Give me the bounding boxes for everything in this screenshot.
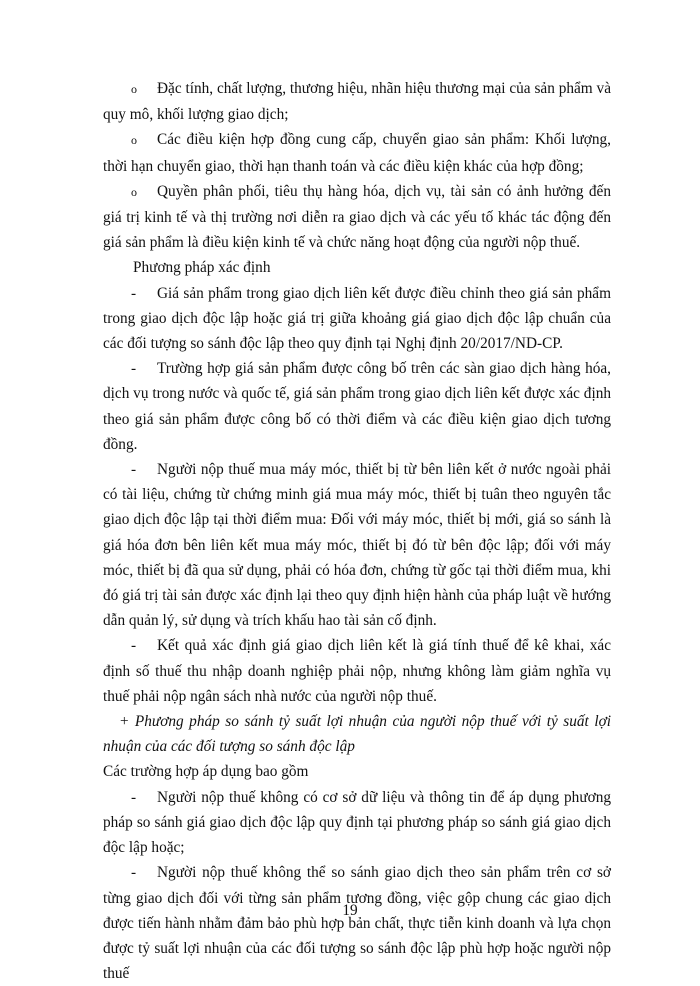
page-number: 19 <box>342 902 358 919</box>
dash-bullet: - <box>131 461 137 479</box>
circle-item-contract-terms <box>103 127 611 178</box>
dash-bullet: - <box>131 788 137 806</box>
plus-heading-profit-method <box>103 709 611 759</box>
dash-bullet: - <box>131 284 137 302</box>
dash-bullet: - <box>131 864 137 882</box>
dash-bullet: - <box>131 637 137 655</box>
dash-item-machinery-purchase <box>103 457 611 633</box>
item-text: Giá sản phẩm trong giao dịch liên kết được điều chỉnh theo giá sản phẩm trong giao dịch độc lập hoặc giá trị giữa khoảng giá giao dịch độc lập chuẩn của các đối tượng so sánh độc lập theo quy định tại Nghị định 20/2017/ND-CP. <box>103 284 611 353</box>
circle-bullet: o <box>131 82 137 96</box>
circle-item-characteristics <box>103 76 611 127</box>
item-text: Người nộp thuế không có cơ sở dữ liệu và thông tin để áp dụng phương pháp so sánh giá giao dịch độc lập quy định tại phương pháp so sánh giá giao dịch độc lập hoặc; <box>103 788 611 857</box>
item-text: Trường hợp giá sản phẩm được công bố trên các sàn giao dịch hàng hóa, dịch vụ trong nước và quốc tế, giá sản phẩm trong giao dịch liên kết được xác định theo giá sản phẩm được công bố có thời điểm và các điều kiện giao dịch tương đồng. <box>103 360 611 453</box>
item-text: Kết quả xác định giá giao dịch liên kết là giá tính thuế để kê khai, xác định số thuế thu nhập doanh nghiệp phải nộp, nhưng không làm giảm nghĩa vụ thuế phải nộp ngân sách nhà nước của người nộp thuế. <box>103 637 611 705</box>
item-text: Quyền phân phối, tiêu thụ hàng hóa, dịch vụ, tài sản có ảnh hưởng đến giá trị kinh tế và thị trường nơi diễn ra giao dịch và các yếu tố khác tác động đến giá sản phẩm là điều kiện kinh tế và chức năng hoạt động của người nộp thuế. <box>103 182 611 252</box>
item-text: Đặc tính, chất lượng, thương hiệu, nhãn hiệu thương mại của sản phẩm và quy mô, khối lượng giao dịch; <box>103 80 611 124</box>
dash-item-result <box>103 633 611 709</box>
item-text: Người nộp thuế không thể so sánh giao dịch theo sản phẩm trên cơ sở từng giao dịch đối với từng sản phẩm tương đồng, việc gộp chung các giao dịch được tiến hành nhằm đảm bảo phù hợp bản chất, thực tiễn kinh doanh và lựa chọn được tỷ suất lợi nhuận của các đối tượng so sánh độc lập phù hợp hoặc người nộp thuế <box>103 864 611 983</box>
circle-bullet: o <box>131 133 137 148</box>
item-text: Người nộp thuế mua máy móc, thiết bị từ bên liên kết ở nước ngoài phải có tài liệu, chứng từ chứng minh giá mua máy móc, thiết bị tuân theo nguyên tắc giao dịch độc lập tại thời điểm mua: Đối với máy móc, thiết bị mới, giá so sánh là giá hóa đơn bên liên kết mua máy móc, thiết bị đó từ bên độc lập; đối với máy móc, thiết bị đã qua sử dụng, phải có hóa đơn, chứng từ gốc tại thời điểm mua, khi đó giá trị tài sản được xác định lại theo quy định hiện hành của pháp luật về hướng dẫn quản lý, sử dụng và trích khấu hao tài sản cố định. <box>103 461 611 630</box>
dash-item-no-database <box>103 785 611 861</box>
heading-applicable-cases: Các trường hợp áp dụng bao gồm <box>103 763 309 781</box>
plus-bullet: + <box>119 713 130 731</box>
circle-item-distribution-rights <box>103 179 611 256</box>
heading-method: Phương pháp xác định <box>133 259 271 277</box>
item-text: Phương pháp so sánh tỷ suất lợi nhuận của người nộp thuế với tỷ suất lợi nhuận của các đối tượng so sánh độc lập <box>103 713 611 756</box>
dash-item-cannot-compare <box>103 860 611 986</box>
page-body <box>103 76 611 986</box>
circle-bullet: o <box>131 184 137 199</box>
dash-item-price-adjustment <box>103 281 611 357</box>
dash-bullet: - <box>131 360 137 378</box>
item-text: Các điều kiện hợp đồng cung cấp, chuyển giao sản phẩm: Khối lượng, thời hạn chuyển giao, thời hạn thanh toán và các điều kiện khác của hợp đồng; <box>103 131 611 175</box>
dash-item-exchange-price <box>103 356 611 457</box>
